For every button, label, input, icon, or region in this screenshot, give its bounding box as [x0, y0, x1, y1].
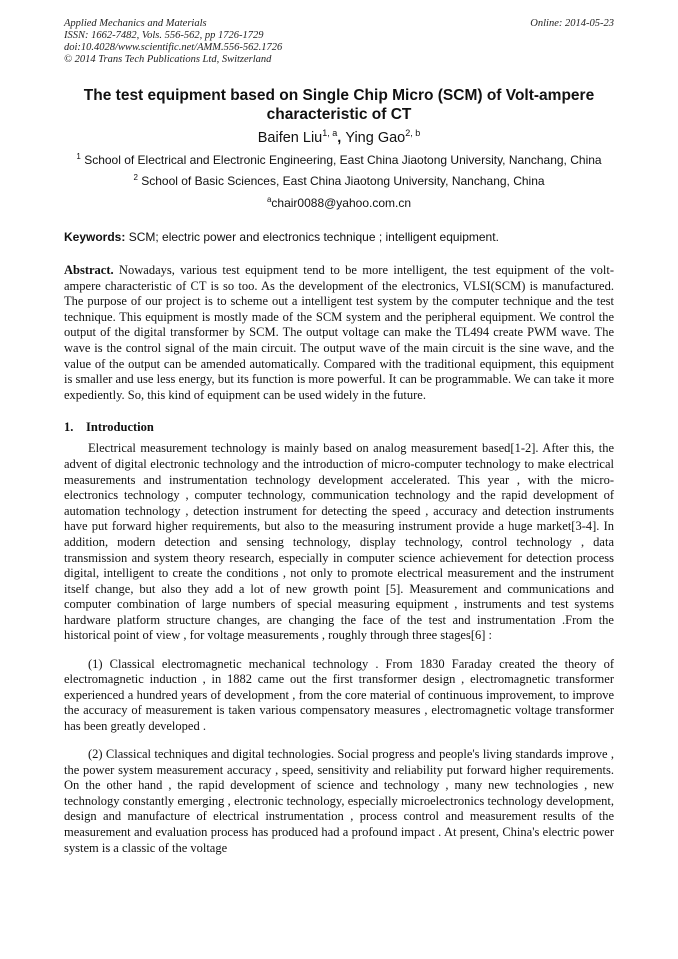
affiliation-marker: 2 — [133, 173, 138, 182]
affiliation-text: School of Electrical and Electronic Engineering, East China Jiaotong University, Nanchang, China — [84, 153, 602, 167]
author-name: Ying Gao — [345, 130, 406, 146]
abstract-text: Nowadays, various test equipment tend to be more intelligent, the test equipment of the volt-ampere characteristic of CT is so too. As the development of the electronics, VLSI(SCM) is manufactured. The purpose of our project is to scheme out a intelligent test system by the computer technique and the test technique. This equipment is mostly made of the SCM system and the peripheral equipment. We control the output of the digital transformer by SCM. The output voltage can make the TL494 create PWM wave. The wave is the control signal of the main circuit. The output wave of the main circuit is the sine wave, and the value of the output can be amended automatically. Compared with the traditional equipment, this equipment is smaller and use less energy, but its function is more powerful. It can be programmable. We can take it more expediently. So, this kind of equipment can be used widely in the future. — [64, 263, 614, 402]
affiliation-marker: 1 — [76, 152, 81, 161]
copyright-line: © 2014 Trans Tech Publications Ltd, Switzerland — [64, 54, 272, 65]
section-number: 1. — [64, 420, 74, 435]
author-email — [64, 196, 614, 211]
author-name: Baifen Liu — [257, 130, 323, 146]
doi-line: doi:10.4028/www.scientific.net/AMM.556-562.1726 — [64, 42, 283, 53]
section-heading — [64, 419, 614, 435]
abstract — [64, 263, 614, 403]
section-title: Introduction — [86, 420, 154, 435]
affiliation — [64, 174, 614, 189]
journal-header — [64, 18, 614, 66]
paper-title: The test equipment based on Single Chip Micro (SCM) of Volt-ampere characteristic of CT — [83, 87, 595, 123]
affiliation — [64, 153, 614, 168]
publication-info — [64, 18, 282, 66]
journal-name: Applied Mechanics and Materials — [64, 18, 207, 29]
email-address[interactable]: chair0088@yahoo.com.cn — [271, 196, 412, 210]
keywords-label: Keywords: — [64, 230, 126, 244]
email-marker: a — [266, 195, 272, 204]
body-paragraph: Electrical measurement technology is mainly based on analog measurement based[1-2]. After this, the advent of digital electronic technology and the introduction of micro-computer technology to make electrical measurements and instrumentation technology development accelerated. This year , with the micro-electronics technology , computer technology, communication technology and the rapid development of automation technology , detection instrument for detecting the speed , accuracy and detection instruments have put forward higher requirements, but also to the measuring instrument provide a huge market[3-4]. In addition, modern detection and sensing technology, display technology, control technology , data transmission and system theory research, especially in computer science achievement for detection process digital, intelligent to create the conditions , not only to promote electrical measurement and the instrument itself change, but also they add a lot of new growth point [5]. Measurement and communications and computer combination of large numbers of special measuring equipment , instruments and test systems hardware platform structure changes, are changing the face of the test and instrumentation .From the historical point of view , for voltage measurements , roughly through three stages[6] : — [64, 441, 614, 643]
online-date: Online: 2014-05-23 — [530, 18, 614, 29]
keywords — [64, 230, 614, 245]
body-paragraph: (2) Classical techniques and digital technologies. Social progress and people's living standards improve , the power system measurement accuracy , speed, sensitivity and reliability put forward higher requirements. On the other hand , the rapid development of science and technology , many new technologies , new technology constantly emerging , electronic technology, especially microelectronics technology development, design and manufacture of electrical instrumentation , process control and measurement results of the measurement and evaluation process has produced had a profound impact . At present, China's electric power system is a classic of the voltage — [64, 747, 614, 855]
body-paragraph: (1) Classical electromagnetic mechanical technology . From 1830 Faraday created the theory of electromagnetic induction , in 1882 came out the first transformer design , electromagnetic transformer experienced a hundred years of development , from the core material of continuous improvement, to improve the accuracy of measurement is taken various compensatory measures , electromagnetic voltage transformer has been greatly developed . — [64, 656, 614, 733]
author-list — [64, 129, 614, 147]
author-affiliation-marker: 1, a — [322, 128, 338, 139]
keywords-text: SCM; electric power and electronics technique ; intelligent equipment. — [128, 230, 499, 244]
issn-line: ISSN: 1662-7482, Vols. 556-562, pp 1726-1729 — [64, 30, 264, 41]
author-affiliation-marker: 2, b — [405, 128, 421, 139]
affiliation-text: School of Basic Sciences, East China Jiaotong University, Nanchang, China — [141, 174, 545, 188]
author-separator: , — [337, 130, 346, 146]
abstract-label: Abstract. — [64, 263, 114, 277]
